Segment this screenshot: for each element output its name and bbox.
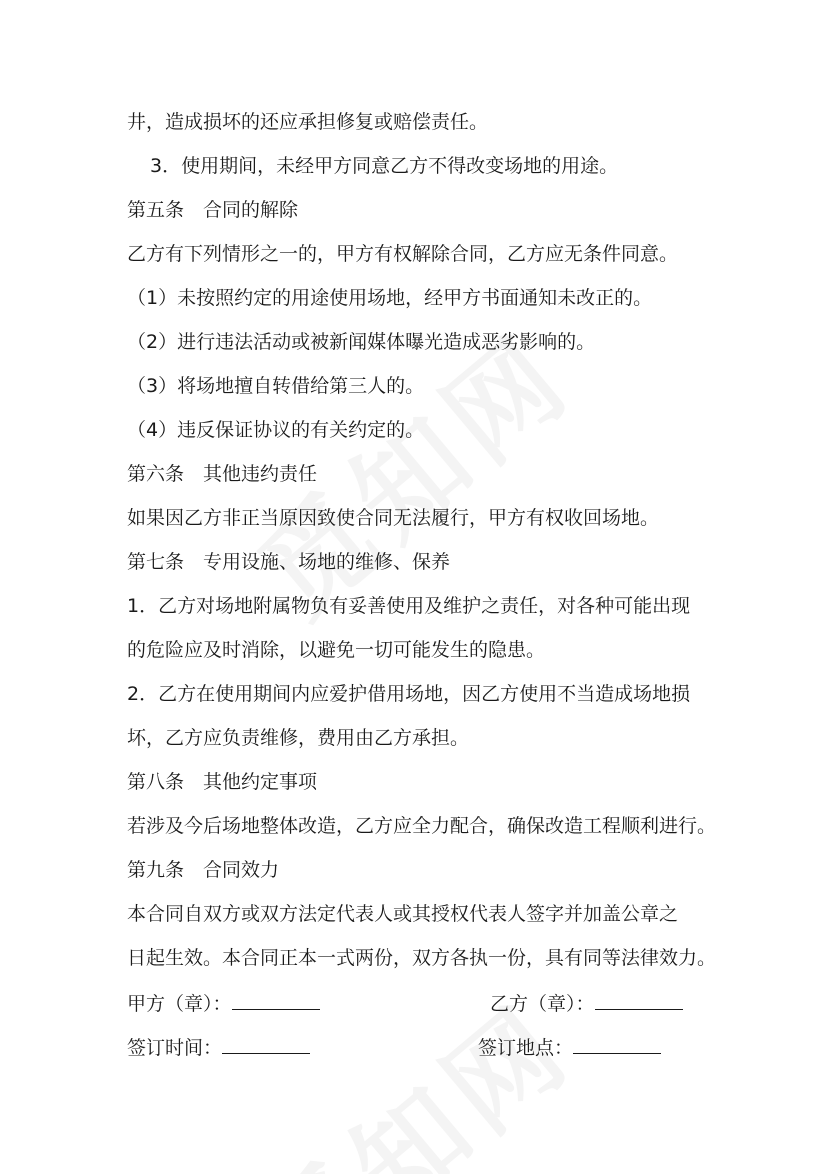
- party-b-blank[interactable]: [595, 989, 683, 1010]
- party-b-signature: [490, 989, 683, 1017]
- sign-place: [478, 1033, 661, 1061]
- sign-place-label: 签订地点：: [478, 1037, 574, 1059]
- sign-place-blank[interactable]: [573, 1033, 661, 1054]
- sign-time-label: 签订时间：: [127, 1037, 223, 1059]
- sign-time: [127, 1033, 310, 1061]
- party-a-signature: [127, 989, 320, 1017]
- party-a-blank[interactable]: [232, 989, 320, 1010]
- party-b-label: 乙方（章）：: [490, 993, 595, 1015]
- sign-time-blank[interactable]: [222, 1033, 310, 1054]
- party-a-label: 甲方（章）：: [127, 993, 232, 1015]
